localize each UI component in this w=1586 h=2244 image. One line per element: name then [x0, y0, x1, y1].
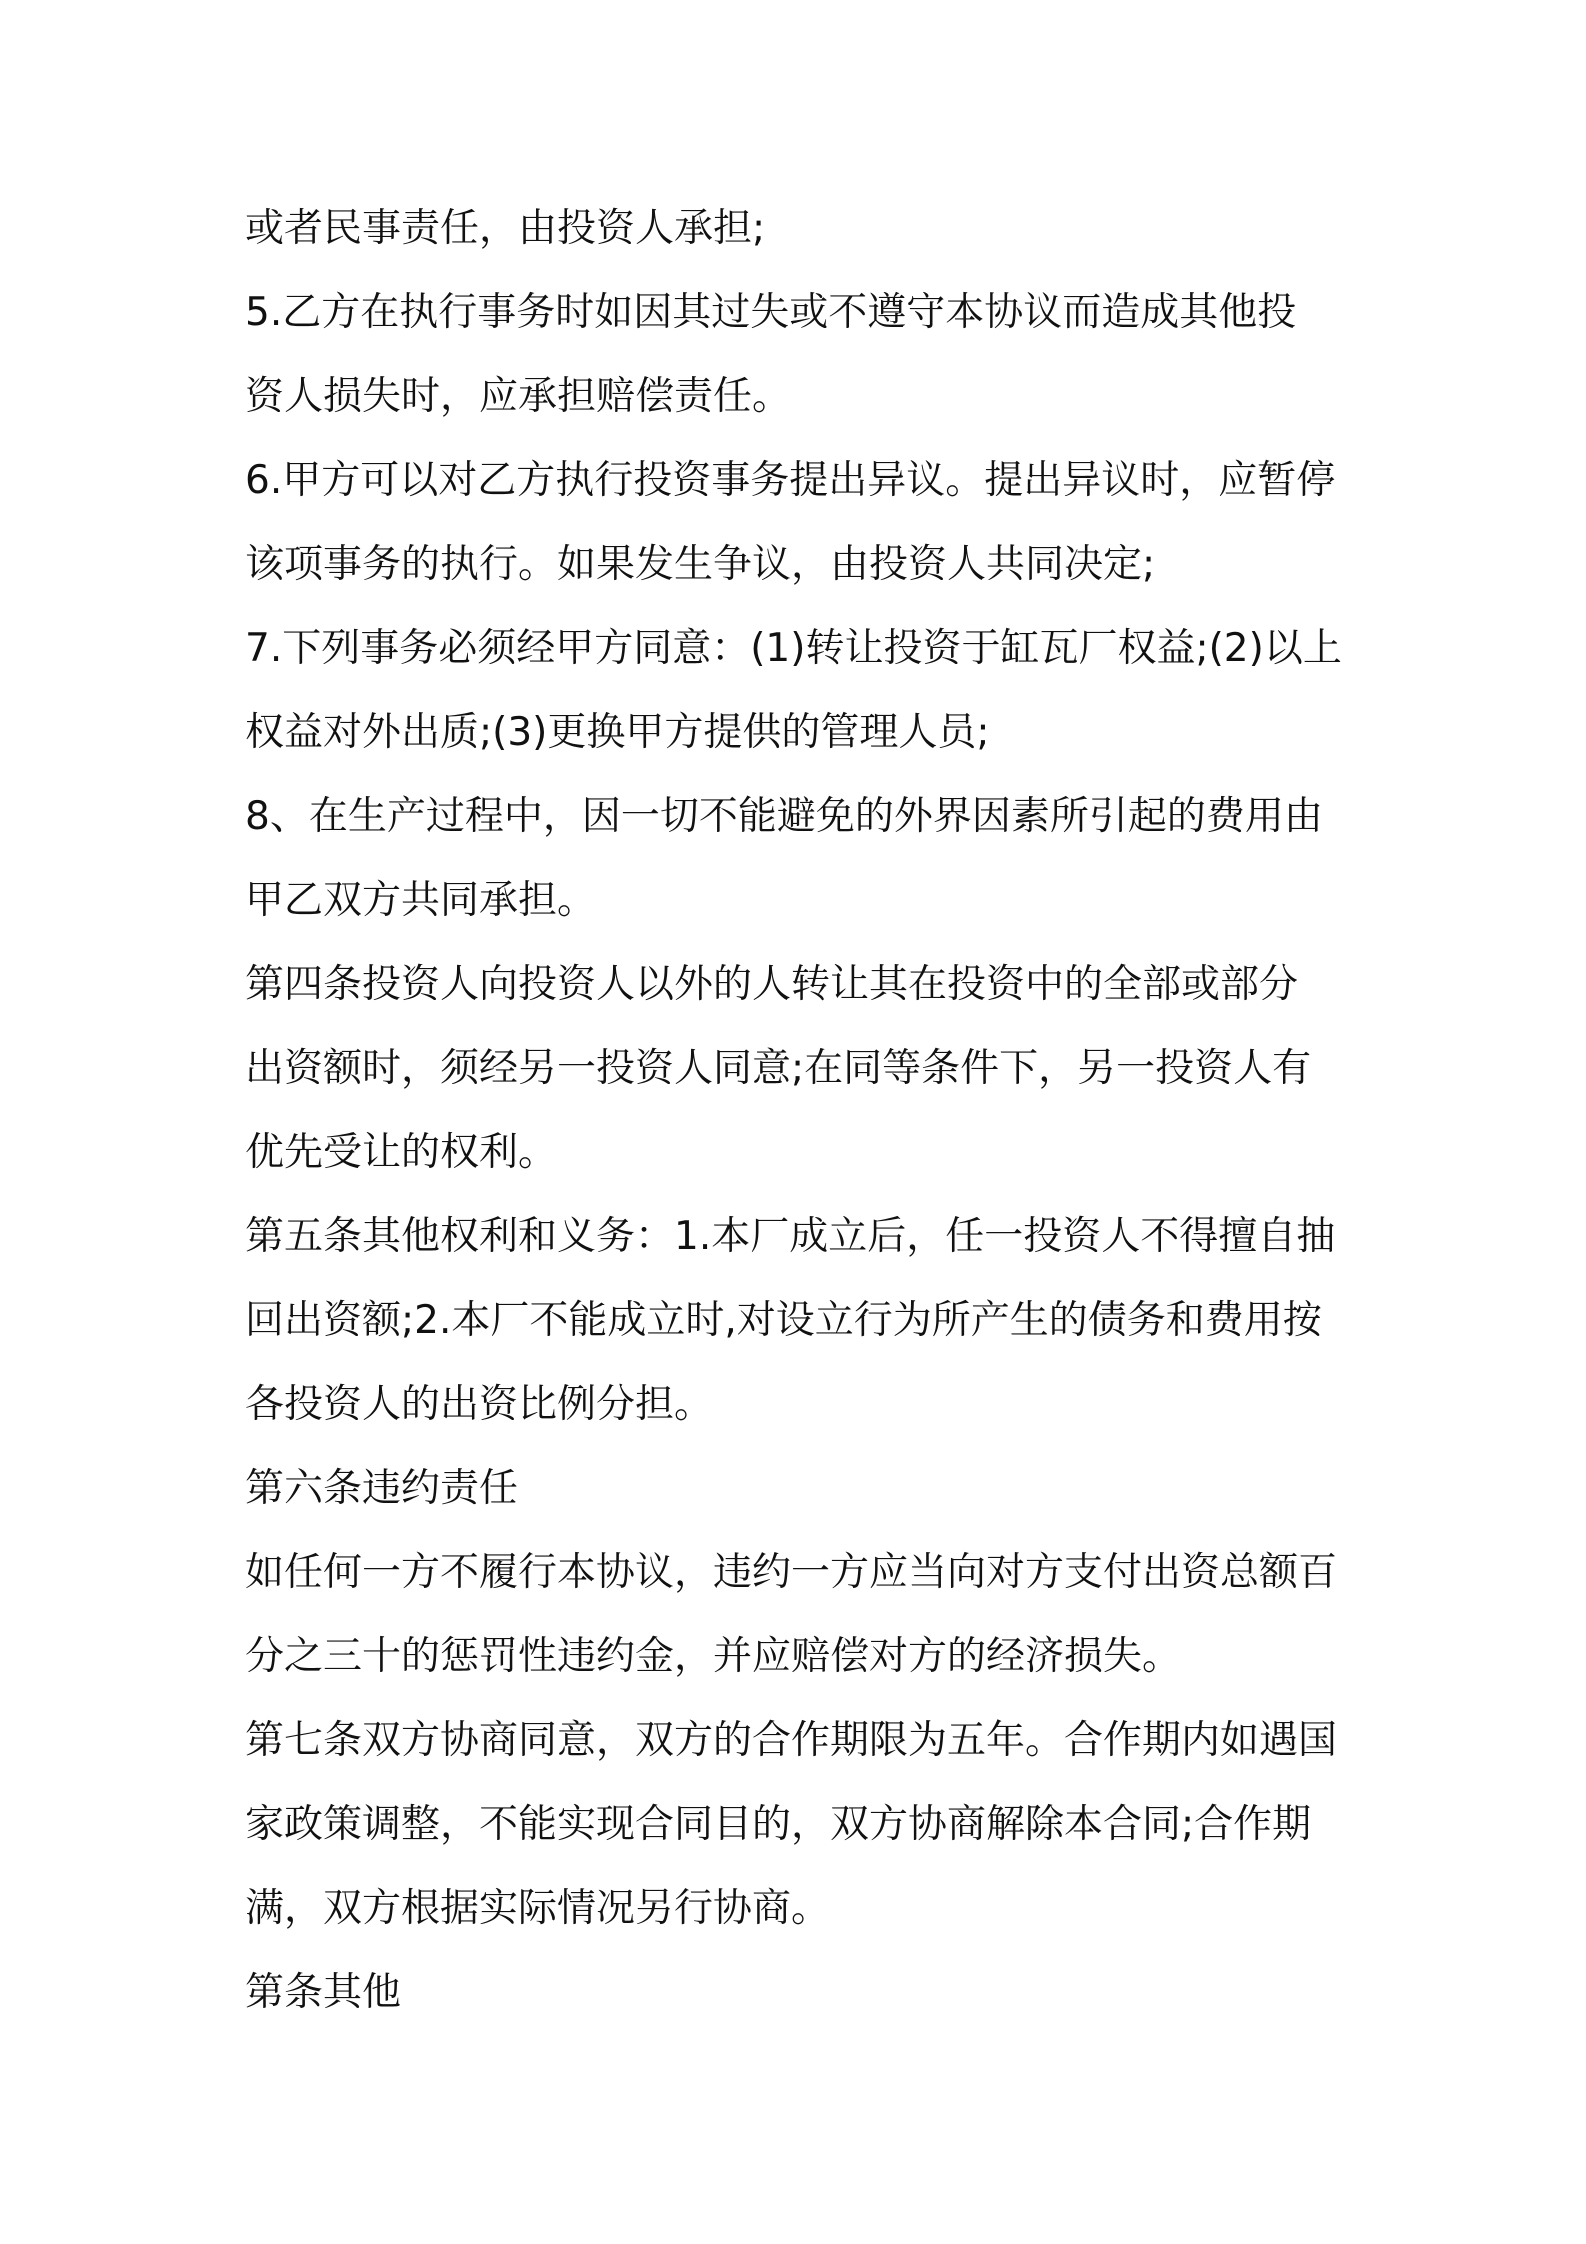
text-line: 回出资额;2.本厂不能成立时,对设立行为所产生的债务和费用按	[245, 1298, 1322, 1343]
text-line: 分之三十的惩罚性违约金，并应赔偿对方的经济损失。	[245, 1634, 1182, 1679]
text-line: 甲乙双方共同承担。	[245, 878, 597, 923]
text-line: 家政策调整，不能实现合同目的，双方协商解除本合同;合作期	[245, 1802, 1312, 1847]
text-line: 7.下列事务必须经甲方同意：(1)转让投资于缸瓦厂权益;(2)以上	[245, 626, 1342, 671]
document-body	[245, 187, 1375, 2035]
text-line: 优先受让的权利。	[245, 1130, 558, 1175]
text-line: 第五条其他权利和义务：1.本厂成立后，任一投资人不得擅自抽	[245, 1214, 1336, 1259]
text-line: 8、在生产过程中，因一切不能避免的外界因素所引起的费用由	[245, 794, 1323, 839]
text-line: 资人损失时，应承担赔偿责任。	[245, 374, 792, 419]
text-line: 第四条投资人向投资人以外的人转让其在投资中的全部或部分	[245, 962, 1299, 1007]
text-line: 或者民事责任，由投资人承担;	[245, 206, 766, 251]
text-line: 满，双方根据实际情况另行协商。	[245, 1886, 831, 1931]
text-line: 5.乙方在执行事务时如因其过失或不遵守本协议而造成其他投	[245, 290, 1297, 335]
text-line: 6.甲方可以对乙方执行投资事务提出异议。提出异议时，应暂停	[245, 458, 1336, 503]
text-line: 各投资人的出资比例分担。	[245, 1382, 714, 1427]
text-line: 第七条双方协商同意，双方的合作期限为五年。合作期内如遇国	[245, 1718, 1338, 1763]
text-line: 出资额时，须经另一投资人同意;在同等条件下，另一投资人有	[245, 1046, 1312, 1091]
text-line: 该项事务的执行。如果发生争议，由投资人共同决定;	[245, 542, 1156, 587]
section-heading: 第条其他	[245, 1970, 402, 2015]
text-line: 权益对外出质;(3)更换甲方提供的管理人员;	[245, 710, 990, 755]
text-line: 如任何一方不履行本协议，违约一方应当向对方支付出资总额百	[245, 1550, 1338, 1595]
section-heading: 第六条违约责任	[245, 1466, 519, 1511]
